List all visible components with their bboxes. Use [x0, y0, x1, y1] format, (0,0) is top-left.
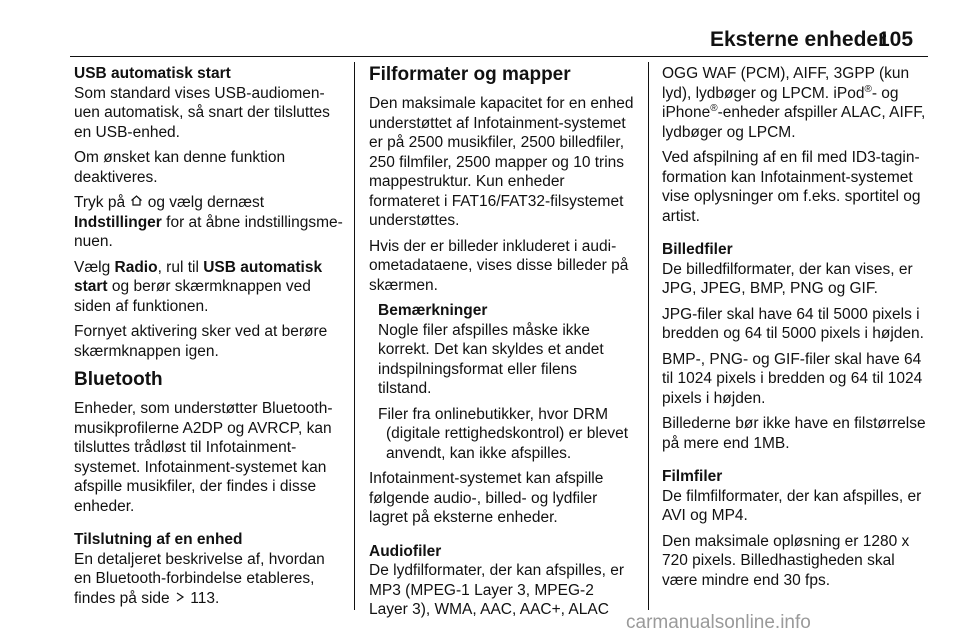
usb-paragraph-1: Som standard vises USB-audiomenuen automatisk, så snart der tilsluttes en USB-enhed. — [74, 84, 330, 141]
note-2: Filer fra onlinebutikker, hvor DRM (digitale rettighedskontrol) er blevet anvendt, kan ikke afspilles. — [378, 405, 629, 462]
text: Vælg — [74, 258, 115, 276]
text: -enheder afspiller ALAC, AIFF, lydbøger og LPCM. — [662, 104, 926, 141]
usb-paragraph-5: Fornyet aktivering sker ved at berøre skærmknappen igen. — [74, 323, 328, 360]
text: OGG WAF (PCM), AIFF, 3GPP (kun lyd), lydbøger og LPCM. iPod — [662, 65, 910, 102]
watermark: carmanualsonline.info — [626, 612, 811, 633]
settings-label: Indstillinger — [74, 213, 162, 231]
registered-mark: ® — [864, 83, 872, 95]
note-1: Nogle filer afspilles måske ikke korrekt. Det kan skyldes et andet indspilningsformat eller filens tilstand. — [378, 321, 604, 397]
film-files-heading: Filmfiler — [662, 468, 723, 485]
home-icon — [129, 193, 143, 213]
audio-formats-continued — [662, 64, 930, 142]
film-resolution-paragraph: Den maksimale opløsning er 1280 x 720 pixels. Billedhastigheden skal være mindre end 30 fps. — [662, 532, 910, 589]
bmp-size-paragraph: BMP-, PNG- og GIF-filer skal have 64 til 1024 pixels i bredden og 64 til 1024 pixels i højden. — [662, 350, 923, 407]
image-files-heading: Billedfiler — [662, 241, 733, 258]
audio-files-paragraph: De lydfilformater, der kan afspilles, er MP3 (MPEG-1 Layer 3, MPEG-2 Layer 3), WMA, AAC, AAC+, ALAC — [369, 562, 624, 618]
column-1 — [74, 64, 344, 614]
column-3 — [662, 64, 930, 596]
page-reference-icon — [174, 590, 186, 607]
text: En detaljeret beskrivelse af, hvordan en Bluetooth-forbindelse etableres, findes på side — [74, 550, 325, 607]
usb-autostart-label: USB automatisk start — [74, 258, 323, 295]
bluetooth-paragraph: Enheder, som understøtter Bluetooth-musikprofilerne A2DP og AVRCP, kan tilsluttes trådløst til Infotainment-systemet. Infotainment-systemet kan afspille musikfiler, der findes i disse enheder. — [74, 400, 333, 515]
radio-label: Radio — [114, 258, 158, 276]
connect-device-paragraph — [74, 550, 344, 609]
text: og berør skærmknappen ved siden af funktionen. — [74, 278, 311, 315]
text: for at åbne indstillingsmenuen. — [74, 213, 343, 250]
registered-mark: ® — [710, 102, 718, 114]
header-rule — [70, 56, 928, 57]
column-divider-2 — [648, 62, 649, 610]
file-formats-heading: Filformater og mapper — [369, 64, 571, 85]
connect-device-heading: Tilslutning af en enhed — [74, 531, 243, 548]
jpg-size-paragraph: JPG-filer skal have 64 til 5000 pixels i bredden og 64 til 5000 pixels i højden. — [662, 305, 924, 342]
column-divider-1 — [354, 62, 355, 610]
audio-files-heading: Audiofiler — [369, 542, 442, 560]
header-title: Eksterne enheder — [710, 28, 887, 51]
notes-heading: Bemærkninger — [378, 302, 488, 319]
metadata-paragraph: Hvis der er billeder inkluderet i audiometadataene, vises disse billeder på skærmen. — [369, 237, 629, 294]
usb-paragraph-4 — [74, 258, 344, 317]
text: , rul til — [157, 258, 204, 276]
supported-files-paragraph: Infotainment-systemet kan afspille følgende audio-, billed- og lydfiler lagret på eksterne enheder. — [369, 470, 604, 526]
usb-paragraph-3 — [74, 193, 344, 252]
capacity-paragraph: Den maksimale kapacitet for en enhed understøttet af Infotainment-systemet er på 2500 musikfiler, 2500 billedfiler, 250 filmfiler, 2500 mapper og 10 trins mappestruktur. Kun enheder formateret i FAT16/FAT32-filsystemet understøttes. — [369, 95, 634, 229]
page-reference-link[interactable]: 113. — [190, 589, 220, 607]
text: og vælg dernæst — [143, 194, 265, 211]
usb-paragraph-2: Om ønsket kan denne funktion deaktiveres. — [74, 149, 286, 186]
usb-autostart-heading: USB automatisk start — [74, 65, 231, 82]
file-size-paragraph: Billederne bør ikke have en filstørrelse på mere end 1MB. — [662, 415, 926, 452]
column-2 — [369, 64, 634, 626]
id3-paragraph: Ved afspilning af en fil med ID3-taginformation kan Infotainment-systemet vise oplysninger om f.eks. sportitel og artist. — [662, 149, 921, 225]
text: - og iPhone — [662, 84, 899, 121]
text: Tryk på — [74, 194, 130, 211]
image-formats-paragraph: De billedfilformater, der kan vises, er JPG, JPEG, BMP, PNG og GIF. — [662, 260, 913, 297]
film-formats-paragraph: De filmfilformater, der kan afspilles, er AVI og MP4. — [662, 487, 922, 524]
bluetooth-heading: Bluetooth — [74, 369, 163, 390]
page-number: 105 — [878, 28, 914, 51]
